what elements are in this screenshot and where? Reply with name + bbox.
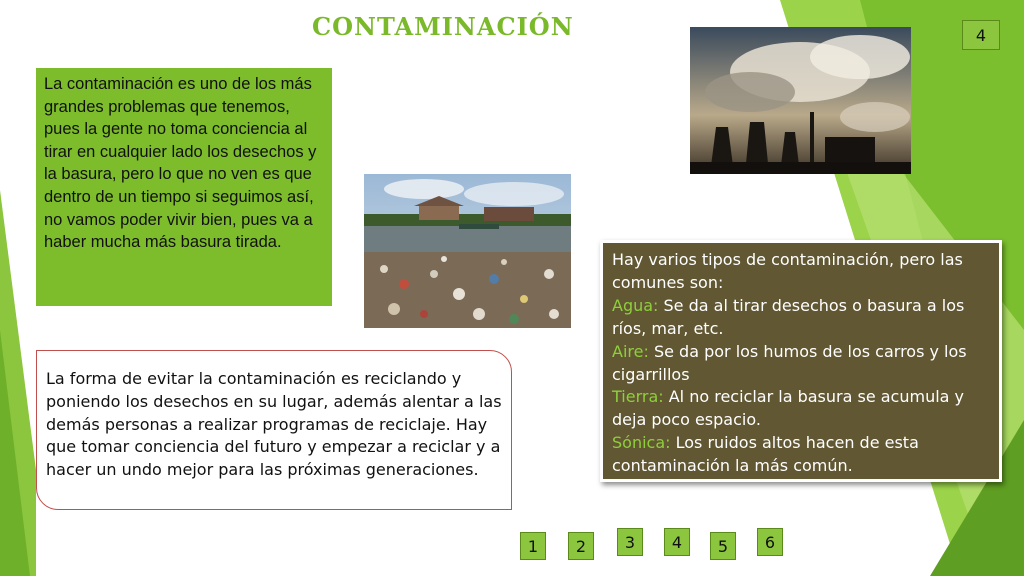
- page-title: contaminación: [312, 4, 574, 44]
- page-button-2[interactable]: 2: [568, 532, 594, 560]
- solution-text-box: La forma de evitar la contaminación es reciclando y poniendo los desechos en su lugar, además alentar a las demás personas a realizar programas de reciclaje. Hay que tomar conciencia del futuro y empezar a reciclar y a hacer un undo mejor para las próximas generaciones.: [36, 350, 512, 510]
- type-land-text: Al no reciclar la basura se acumula y deja poco espacio.: [612, 387, 965, 430]
- type-land-label: Tierra:: [612, 387, 664, 407]
- type-water-label: Agua:: [612, 295, 659, 315]
- page-button-1[interactable]: 1: [520, 532, 546, 560]
- intro-text-box: La contaminación es uno de los más grandes problemas que tenemos, pues la gente no toma conciencia al tirar en cualquier lado los desechos y la basura, pero lo que no ven es que dentro de un tiempo si seguimos así, no vamos poder vivir bien, pues va a haber mucha más basura tirada.: [36, 68, 332, 306]
- page-button-4[interactable]: 4: [664, 528, 690, 556]
- page-button-5[interactable]: 5: [710, 532, 736, 560]
- factory-smoke-photo: [690, 27, 911, 174]
- type-water-text: Se da al tirar desechos o basura a los ríos, mar, etc.: [612, 295, 965, 338]
- pollution-types-box: [600, 240, 1002, 482]
- page-button-6[interactable]: 6: [757, 528, 783, 556]
- slide-number-badge: 4: [962, 20, 1000, 50]
- type-sonic-label: Sónica:: [612, 433, 671, 453]
- type-air-label: Aire:: [612, 341, 649, 361]
- types-intro: Hay varios tipos de contaminación, pero las comunes son:: [612, 250, 963, 292]
- trash-water-photo: [364, 174, 571, 328]
- type-sonic-text: Los ruidos altos hacen de esta contaminación la más común.: [612, 433, 919, 476]
- page-button-3[interactable]: 3: [617, 528, 643, 556]
- type-air-text: Se da por los humos de los carros y los cigarrillos: [612, 341, 967, 384]
